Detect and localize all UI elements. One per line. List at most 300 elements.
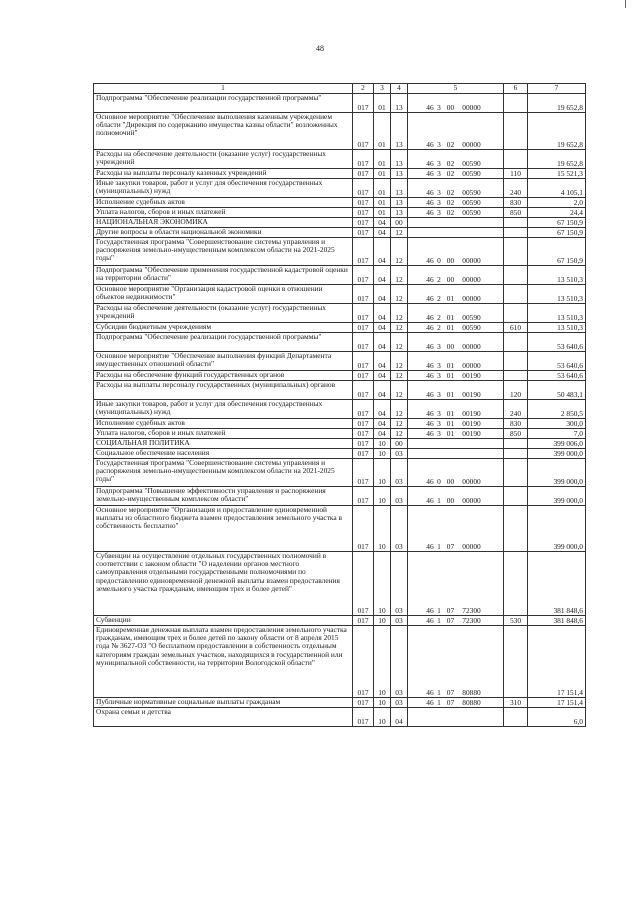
row-name: Иные закупки товаров, работ и услуг для обеспечения государственных (муниципальных) нужд	[94, 179, 353, 198]
row-section-code: 04	[374, 285, 391, 304]
row-expense-type: 240	[504, 400, 528, 419]
row-amount: 13 510,3	[528, 323, 586, 333]
target-article-part: 3	[437, 418, 441, 428]
row-section-code: 04	[374, 228, 391, 238]
row-amount: 13 510,3	[528, 304, 586, 323]
row-target-article	[408, 113, 504, 150]
target-article-part: 00000	[462, 139, 481, 149]
column-number: 7	[528, 84, 586, 94]
row-expense-type	[504, 150, 528, 169]
target-article-part: 3	[437, 168, 441, 178]
row-section-code: 10	[374, 439, 391, 449]
target-article-part: 46	[426, 322, 434, 332]
target-article-part: 00590	[462, 197, 481, 207]
target-article-part: 46	[426, 541, 434, 551]
row-ved-code: 017	[353, 285, 374, 304]
row-name: Иные закупки товаров, работ и услуг для обеспечения государственных (муниципальных) нужд	[94, 400, 353, 419]
target-article-part: 00000	[462, 360, 481, 370]
row-subsection-code: 12	[391, 333, 408, 352]
row-name: Публичные нормативные социальные выплаты гражданам	[94, 698, 353, 708]
column-number: 5	[408, 84, 504, 94]
row-subsection-code: 12	[391, 429, 408, 439]
column-number: 6	[504, 84, 528, 94]
column-number: 2	[353, 84, 374, 94]
target-article-part: 07	[446, 541, 455, 551]
row-expense-type	[504, 371, 528, 381]
row-target-article	[408, 218, 504, 228]
target-article-part: 3	[437, 341, 441, 351]
row-name: Расходы на обеспечение функций государственных органов	[94, 371, 353, 381]
row-amount: 399 006,0	[528, 439, 586, 449]
row-amount: 300,0	[528, 419, 586, 429]
target-article-part: 02	[446, 187, 455, 197]
row-section-code: 04	[374, 218, 391, 228]
row-section-code: 10	[374, 487, 391, 506]
row-target-article	[408, 626, 504, 698]
row-section-code: 04	[374, 323, 391, 333]
row-name: Основное мероприятие "Обеспечение выполнения функций Департамента имущественных отношений области"	[94, 352, 353, 371]
target-article-part: 46	[426, 495, 434, 505]
row-subsection-code: 03	[391, 487, 408, 506]
row-amount: 24,4	[528, 208, 586, 218]
row-amount: 399 000,0	[528, 506, 586, 552]
target-article-part: 00	[446, 274, 455, 284]
row-ved-code: 017	[353, 487, 374, 506]
row-section-code: 01	[374, 94, 391, 113]
row-ved-code: 017	[353, 552, 374, 616]
target-article-part: 01	[446, 293, 455, 303]
target-article-part: 3	[437, 102, 441, 112]
row-target-article	[408, 698, 504, 708]
row-section-code: 10	[374, 616, 391, 626]
target-article-part: 46	[426, 207, 434, 217]
target-article-part: 00000	[462, 476, 481, 486]
row-amount: 19 652,8	[528, 150, 586, 169]
target-article-part: 46	[426, 341, 434, 351]
row-section-code: 04	[374, 381, 391, 400]
row-expense-type: 830	[504, 419, 528, 429]
row-name: Субвенции на осуществление отдельных государственных полномочий в соответствии с законом области "О наделении органов местного самоуправления отдельными государственными полномочиями по предоставлению единовременной денежной выплаты взамен предоставления земельного участка гражданам, имеющим трех и более детей"	[94, 552, 353, 616]
target-article-part: 02	[446, 158, 455, 168]
target-article-part: 2	[437, 293, 441, 303]
row-expense-type	[504, 266, 528, 285]
target-article-part: 00590	[462, 187, 481, 197]
row-expense-type: 110	[504, 169, 528, 179]
row-amount: 53 640,6	[528, 333, 586, 352]
row-amount: 399 000,0	[528, 459, 586, 487]
row-name: Подпрограмма "Обеспечение реализации государственной программы"	[94, 333, 353, 352]
row-target-article	[408, 323, 504, 333]
row-ved-code: 017	[353, 150, 374, 169]
row-target-article	[408, 708, 504, 727]
column-number: 4	[391, 84, 408, 94]
table-row	[94, 304, 586, 323]
target-article-part: 00590	[462, 168, 481, 178]
row-amount: 381 848,6	[528, 552, 586, 616]
row-target-article	[408, 266, 504, 285]
table-row	[94, 506, 586, 552]
row-ved-code: 017	[353, 439, 374, 449]
target-article-part: 46	[426, 360, 434, 370]
row-amount: 2,0	[528, 198, 586, 208]
target-article-part: 01	[446, 312, 455, 322]
budget-table	[93, 83, 586, 727]
row-amount: 399 000,0	[528, 487, 586, 506]
row-target-article	[408, 616, 504, 626]
row-ved-code: 017	[353, 429, 374, 439]
row-section-code: 01	[374, 198, 391, 208]
table-row	[94, 449, 586, 459]
target-article-part: 01	[446, 322, 455, 332]
row-ved-code: 017	[353, 228, 374, 238]
row-target-article	[408, 333, 504, 352]
row-amount: 19 652,8	[528, 113, 586, 150]
row-section-code: 10	[374, 708, 391, 727]
column-number: 1	[94, 84, 353, 94]
row-section-code: 04	[374, 352, 391, 371]
table-row	[94, 208, 586, 218]
row-expense-type	[504, 506, 528, 552]
row-expense-type	[504, 487, 528, 506]
row-section-code: 10	[374, 459, 391, 487]
row-subsection-code: 00	[391, 439, 408, 449]
row-amount: 6,0	[528, 708, 586, 727]
row-name: Расходы на обеспечение деятельности (оказание услуг) государственных учреждений	[94, 304, 353, 323]
target-article-part: 00190	[462, 370, 481, 380]
row-subsection-code: 00	[391, 218, 408, 228]
row-name: Основное мероприятие "Обеспечение выполнения казенным учреждением области "Дирекция по содержанию имущества казны области" возложенных полномочий"	[94, 113, 353, 150]
row-name: Подпрограмма "Обеспечение применения государственной кадастровой оценки на территории области"	[94, 266, 353, 285]
row-subsection-code: 03	[391, 616, 408, 626]
row-target-article	[408, 228, 504, 238]
target-article-part: 00190	[462, 418, 481, 428]
row-name: Государственная программа "Совершенствование системы управления и распоряжения земельно-имущественным комплексом области на 2021-2025 годы"	[94, 459, 353, 487]
row-ved-code: 017	[353, 352, 374, 371]
row-section-code: 10	[374, 506, 391, 552]
row-amount: 67 150,9	[528, 218, 586, 228]
row-section-code: 10	[374, 626, 391, 698]
row-name: Расходы на обеспечение деятельности (оказание услуг) государственных учреждений	[94, 150, 353, 169]
target-article-part: 07	[446, 605, 455, 615]
row-expense-type	[504, 333, 528, 352]
row-ved-code: 017	[353, 698, 374, 708]
target-article-part: 00000	[462, 255, 481, 265]
table-row	[94, 169, 586, 179]
row-name: Единовременная денежная выплата взамен предоставления земельного участка гражданам, имеющим трех и более детей по закону области от 8 апреля 2015 года № 3627-ОЗ "О бесплатном предоставлении в собственность отдельным категориям граждан земельных участков, находящихся в государственной или муниципальной собственности, на территории Вологодской области"	[94, 626, 353, 698]
row-target-article	[408, 169, 504, 179]
row-name: Уплата налогов, сборов и иных платежей	[94, 429, 353, 439]
target-article-part: 46	[426, 418, 434, 428]
target-article-part: 46	[426, 139, 434, 149]
row-subsection-code: 12	[391, 238, 408, 266]
target-article-part: 1	[437, 541, 441, 551]
row-subsection-code: 13	[391, 169, 408, 179]
row-ved-code: 017	[353, 218, 374, 228]
table-row	[94, 429, 586, 439]
row-ved-code: 017	[353, 323, 374, 333]
row-expense-type	[504, 228, 528, 238]
table-row	[94, 552, 586, 616]
target-article-part: 00000	[462, 102, 481, 112]
row-amount: 4 105,1	[528, 179, 586, 198]
row-name: Основное мероприятие "Организация кадастровой оценки в отношении объектов недвижимости"	[94, 285, 353, 304]
target-article-part: 3	[437, 207, 441, 217]
target-article-part: 46	[426, 389, 434, 399]
target-article-part: 00000	[462, 541, 481, 551]
row-subsection-code: 12	[391, 304, 408, 323]
row-name: Расходы на выплаты персоналу казенных учреждений	[94, 169, 353, 179]
row-ved-code: 017	[353, 238, 374, 266]
table-row	[94, 616, 586, 626]
row-expense-type	[504, 449, 528, 459]
table-row	[94, 439, 586, 449]
target-article-part: 2	[437, 274, 441, 284]
row-target-article	[408, 198, 504, 208]
table-row	[94, 698, 586, 708]
target-article-part: 72300	[462, 605, 481, 615]
table-row	[94, 419, 586, 429]
row-name: Государственная программа "Совершенствование системы управления и распоряжения земельно-имущественным комплексом области на 2021-2025 годы"	[94, 238, 353, 266]
row-name: Охрана семьи и детства	[94, 708, 353, 727]
row-target-article	[408, 150, 504, 169]
row-section-code: 01	[374, 179, 391, 198]
row-expense-type: 310	[504, 698, 528, 708]
row-expense-type	[504, 439, 528, 449]
row-ved-code: 017	[353, 449, 374, 459]
target-article-part: 00	[446, 476, 455, 486]
target-article-part: 3	[437, 370, 441, 380]
row-name: СОЦИАЛЬНАЯ ПОЛИТИКА	[94, 439, 353, 449]
target-article-part: 00000	[462, 274, 481, 284]
row-section-code: 04	[374, 333, 391, 352]
row-section-code: 01	[374, 150, 391, 169]
table-row	[94, 487, 586, 506]
target-article-part: 00000	[462, 293, 481, 303]
row-section-code: 01	[374, 208, 391, 218]
row-subsection-code: 12	[391, 285, 408, 304]
row-amount: 399 000,0	[528, 449, 586, 459]
row-name: Уплата налогов, сборов и иных платежей	[94, 208, 353, 218]
target-article-part: 46	[426, 312, 434, 322]
table-row	[94, 218, 586, 228]
table-row	[94, 333, 586, 352]
row-expense-type: 610	[504, 323, 528, 333]
target-article-part: 02	[446, 168, 455, 178]
row-amount: 13 510,3	[528, 285, 586, 304]
row-subsection-code: 13	[391, 150, 408, 169]
target-article-part: 00000	[462, 495, 481, 505]
row-subsection-code: 13	[391, 208, 408, 218]
target-article-part: 46	[426, 697, 434, 707]
row-ved-code: 017	[353, 381, 374, 400]
target-article-part: 00	[446, 255, 455, 265]
row-target-article	[408, 238, 504, 266]
row-target-article	[408, 506, 504, 552]
target-article-part: 72300	[462, 615, 481, 625]
row-amount: 17 151,4	[528, 626, 586, 698]
row-name: НАЦИОНАЛЬНАЯ ЭКОНОМИКА	[94, 218, 353, 228]
target-article-part: 00	[446, 495, 455, 505]
target-article-part: 3	[437, 139, 441, 149]
row-ved-code: 017	[353, 506, 374, 552]
row-expense-type	[504, 304, 528, 323]
target-article-part: 46	[426, 168, 434, 178]
row-subsection-code: 03	[391, 459, 408, 487]
row-subsection-code: 12	[391, 371, 408, 381]
target-article-part: 01	[446, 389, 455, 399]
row-name: Социальное обеспечение населения	[94, 449, 353, 459]
target-article-part: 46	[426, 197, 434, 207]
row-ved-code: 017	[353, 198, 374, 208]
row-ved-code: 017	[353, 459, 374, 487]
row-ved-code: 017	[353, 169, 374, 179]
target-article-part: 46	[426, 274, 434, 284]
table-row	[94, 708, 586, 727]
row-subsection-code: 12	[391, 400, 408, 419]
row-target-article	[408, 381, 504, 400]
row-amount: 13 510,3	[528, 266, 586, 285]
row-section-code: 10	[374, 552, 391, 616]
target-article-part: 3	[437, 197, 441, 207]
row-expense-type	[504, 238, 528, 266]
row-expense-type	[504, 218, 528, 228]
row-subsection-code: 12	[391, 323, 408, 333]
target-article-part: 00000	[462, 341, 481, 351]
target-article-part: 3	[437, 428, 441, 438]
row-amount: 67 150,9	[528, 238, 586, 266]
row-section-code: 01	[374, 113, 391, 150]
target-article-part: 0	[437, 476, 441, 486]
row-target-article	[408, 419, 504, 429]
target-article-part: 46	[426, 102, 434, 112]
row-section-code: 10	[374, 449, 391, 459]
row-section-code: 04	[374, 419, 391, 429]
target-article-part: 00590	[462, 158, 481, 168]
target-article-part: 2	[437, 312, 441, 322]
row-target-article	[408, 179, 504, 198]
row-subsection-code: 12	[391, 352, 408, 371]
target-article-part: 0	[437, 255, 441, 265]
target-article-part: 00190	[462, 428, 481, 438]
row-expense-type	[504, 708, 528, 727]
row-expense-type: 830	[504, 198, 528, 208]
table-row	[94, 371, 586, 381]
row-subsection-code: 03	[391, 698, 408, 708]
target-article-part: 46	[426, 408, 434, 418]
target-article-part: 01	[446, 408, 455, 418]
target-article-part: 80880	[462, 697, 481, 707]
row-ved-code: 017	[353, 400, 374, 419]
target-article-part: 46	[426, 615, 434, 625]
row-subsection-code: 12	[391, 228, 408, 238]
row-target-article	[408, 352, 504, 371]
row-section-code: 04	[374, 238, 391, 266]
target-article-part: 46	[426, 605, 434, 615]
row-amount: 2 850,5	[528, 400, 586, 419]
row-section-code: 01	[374, 169, 391, 179]
table-row	[94, 179, 586, 198]
target-article-part: 02	[446, 139, 455, 149]
row-name: Расходы на выплаты персоналу государственных (муниципальных) органов	[94, 381, 353, 400]
target-article-part: 46	[426, 158, 434, 168]
row-name: Другие вопросы в области национальной экономики	[94, 228, 353, 238]
row-name: Исполнение судебных актов	[94, 198, 353, 208]
row-amount: 15 521,3	[528, 169, 586, 179]
row-subsection-code: 03	[391, 449, 408, 459]
row-subsection-code: 03	[391, 506, 408, 552]
table-row	[94, 266, 586, 285]
row-ved-code: 017	[353, 304, 374, 323]
target-article-part: 00	[446, 102, 455, 112]
row-target-article	[408, 439, 504, 449]
target-article-part: 2	[437, 322, 441, 332]
row-ved-code: 017	[353, 419, 374, 429]
target-article-part: 3	[437, 389, 441, 399]
table-row	[94, 352, 586, 371]
target-article-part: 46	[426, 687, 434, 697]
target-article-part: 00590	[462, 312, 481, 322]
row-subsection-code: 13	[391, 179, 408, 198]
target-article-part: 1	[437, 687, 441, 697]
target-article-part: 01	[446, 428, 455, 438]
target-article-part: 01	[446, 418, 455, 428]
row-ved-code: 017	[353, 626, 374, 698]
row-subsection-code: 04	[391, 708, 408, 727]
row-target-article	[408, 552, 504, 616]
row-ved-code: 017	[353, 708, 374, 727]
row-ved-code: 017	[353, 179, 374, 198]
table-row	[94, 323, 586, 333]
row-amount: 53 640,6	[528, 371, 586, 381]
table-row	[94, 459, 586, 487]
target-article-part: 07	[446, 687, 455, 697]
row-ved-code: 017	[353, 113, 374, 150]
row-expense-type	[504, 94, 528, 113]
budget-table-body	[94, 84, 586, 727]
row-subsection-code: 13	[391, 94, 408, 113]
target-article-part: 46	[426, 187, 434, 197]
table-row	[94, 198, 586, 208]
page-corner-mark	[625, 0, 626, 8]
row-ved-code: 017	[353, 371, 374, 381]
row-target-article	[408, 371, 504, 381]
row-ved-code: 017	[353, 208, 374, 218]
row-name: Исполнение судебных актов	[94, 419, 353, 429]
row-target-article	[408, 449, 504, 459]
row-name: Субсидии бюджетным учреждениям	[94, 323, 353, 333]
row-target-article	[408, 429, 504, 439]
row-expense-type: 240	[504, 179, 528, 198]
row-expense-type: 530	[504, 616, 528, 626]
row-expense-type	[504, 552, 528, 616]
row-subsection-code: 12	[391, 381, 408, 400]
row-section-code: 04	[374, 304, 391, 323]
row-target-article	[408, 400, 504, 419]
target-article-part: 1	[437, 697, 441, 707]
row-name: Подпрограмма "Обеспечение реализации государственной программы"	[94, 94, 353, 113]
row-expense-type: 850	[504, 429, 528, 439]
target-article-part: 3	[437, 408, 441, 418]
target-article-part: 46	[426, 370, 434, 380]
target-article-part: 02	[446, 207, 455, 217]
row-subsection-code: 13	[391, 113, 408, 150]
row-subsection-code: 03	[391, 626, 408, 698]
table-row	[94, 94, 586, 113]
table-row	[94, 285, 586, 304]
row-target-article	[408, 304, 504, 323]
row-expense-type	[504, 285, 528, 304]
row-amount: 53 640,6	[528, 352, 586, 371]
